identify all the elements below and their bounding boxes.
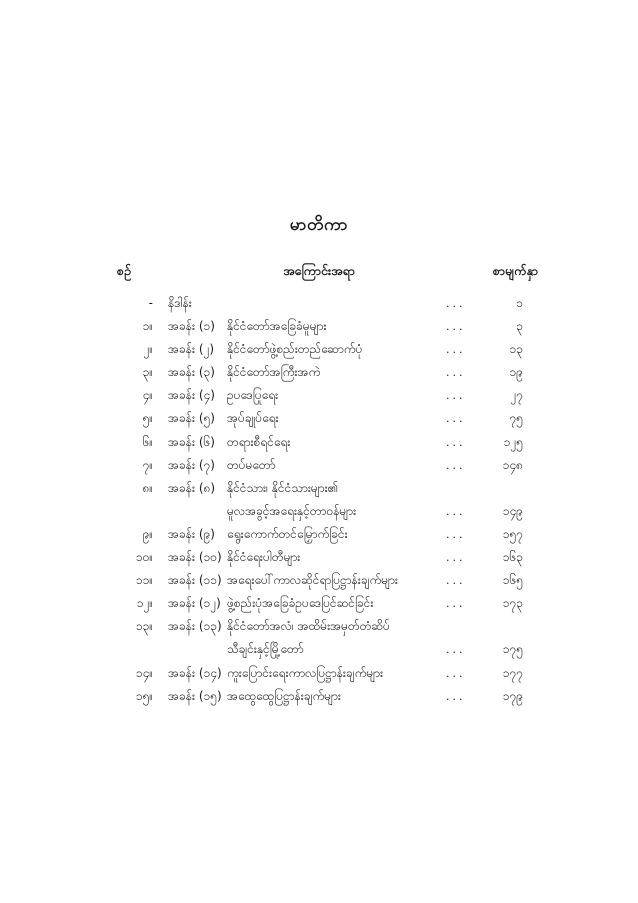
toc-leader-dots: ... xyxy=(446,435,466,449)
toc-chapter-label: အခန်း (၇) xyxy=(168,457,215,472)
toc-row xyxy=(0,592,638,615)
toc-leader-dots: ... xyxy=(446,666,466,680)
toc-page-number: ၁၇၇ xyxy=(502,665,523,680)
toc-entry-number: ၁၃။ xyxy=(135,619,153,634)
column-header-number: စဉ် xyxy=(117,263,131,278)
toc-row xyxy=(0,431,638,454)
column-header-subject: အကြောင်းအရာ xyxy=(283,263,355,278)
toc-row xyxy=(0,523,638,546)
toc-chapter-label: အခန်း (၆) xyxy=(168,434,215,449)
toc-chapter-label: အခန်း (၅) xyxy=(168,411,215,426)
toc-row xyxy=(0,662,638,685)
toc-entry-title: နိုင်ငံတော်အကြီးအကဲ xyxy=(227,365,321,380)
toc-leader-dots: ... xyxy=(446,389,466,403)
toc-page-number: ၁၇၃ xyxy=(502,596,523,611)
toc-chapter-label: နိဒါန်း xyxy=(168,296,192,310)
toc-leader-dots: ... xyxy=(446,551,466,565)
toc-entry-title: တရားစီရင်ရေး xyxy=(227,434,291,449)
toc-leader-dots: ... xyxy=(446,366,466,380)
toc-page-number: ၁၅၇ xyxy=(502,526,523,541)
toc-entry-title: ဥပဒေပြုရေး xyxy=(227,388,279,403)
toc-row xyxy=(0,638,638,661)
toc-page-number: ၁၂၅ xyxy=(503,434,523,449)
toc-chapter-label: အခန်း (၁၂) xyxy=(168,596,221,611)
toc-entry-title: နိုင်ငံတော်အခြေခံမူများ xyxy=(227,319,327,334)
toc-entry-title: မူလအခွင့်အရေးနှင့်တာဝန်များ xyxy=(227,503,357,518)
toc-page-number: ၁၇၉ xyxy=(502,688,523,703)
toc-entry-title: အရေးပေါ်ကာလဆိုင်ရာပြဋ္ဌာန်းချက်များ xyxy=(227,573,398,588)
toc-row xyxy=(0,685,638,708)
toc-entry-number: ၁။ xyxy=(142,319,153,334)
toc-row xyxy=(0,546,638,569)
toc-entry-number: ၁၁။ xyxy=(135,573,153,588)
toc-row xyxy=(0,292,638,315)
toc-page-number: ၁၆၅ xyxy=(502,573,523,588)
toc-leader-dots: ... xyxy=(446,574,466,588)
toc-entry-number: ၆။ xyxy=(142,434,153,449)
toc-chapter-label: အခန်း (၉) xyxy=(168,526,215,541)
toc-entry-number: ၂။ xyxy=(143,342,153,357)
toc-page-number: ၁၇၅ xyxy=(502,642,523,657)
toc-chapter-label: အခန်း (၈) xyxy=(168,480,216,495)
toc-leader-dots: ... xyxy=(446,597,466,611)
toc-chapter-label: အခန်း (၂) xyxy=(168,342,215,357)
toc-page-number: ၁၃ xyxy=(509,342,523,357)
toc-entry-title: နိုင်ငံရေးပါတီများ xyxy=(227,550,301,565)
toc-entry-number: ၁၂။ xyxy=(136,596,153,611)
toc-entry-title: နိုင်ငံတော်ဖွဲ့စည်းတည်ဆောက်ပုံ xyxy=(227,342,363,357)
toc-chapter-label: အခန်း (၁) xyxy=(168,319,215,334)
toc-entry-title: ဖွဲ့စည်းပုံအခြေခံဥပဒေပြင်ဆင်ခြင်း xyxy=(227,596,374,611)
toc-chapter-label: အခန်း (၁၀) xyxy=(168,550,222,565)
toc-leader-dots: ... xyxy=(446,689,466,703)
toc-leader-dots: ... xyxy=(446,527,466,541)
toc-chapter-label: အခန်း (၁၅) xyxy=(168,688,222,703)
toc-row xyxy=(0,615,638,638)
toc-entry-number: ၁၄။ xyxy=(135,665,153,680)
toc-chapter-label: အခန်း (၁၁) xyxy=(168,573,222,588)
toc-leader-dots: ... xyxy=(446,504,466,518)
toc-page-number: ၁ xyxy=(516,296,523,310)
toc-entry-title: အထွေထွေပြဋ္ဌာန်းချက်များ xyxy=(227,688,341,703)
toc-leader-dots: ... xyxy=(446,643,466,657)
toc-entry-number: ၇။ xyxy=(142,457,153,472)
toc-row xyxy=(0,407,638,430)
toc-entry-number: ၁၅။ xyxy=(135,688,153,703)
toc-entry-title: ရွေးကောက်တင်မြှောက်ခြင်း xyxy=(227,526,348,541)
toc-leader-dots: ... xyxy=(446,458,466,472)
toc-page-number: ၁၄၉ xyxy=(502,503,523,518)
toc-row xyxy=(0,315,638,338)
toc-row xyxy=(0,361,638,384)
toc-entry-number: ၃။ xyxy=(142,365,153,380)
toc-page-number: ၁၆၃ xyxy=(502,550,523,565)
toc-entry-title: နိုင်ငံတော်အလံ၊ အထိမ်းအမှတ်တံဆိပ် xyxy=(227,619,390,634)
toc-page-number: ၁၄၈ xyxy=(502,457,523,472)
toc-row xyxy=(0,454,638,477)
toc-chapter-label: အခန်း (၁၄) xyxy=(168,665,222,680)
toc-row xyxy=(0,338,638,361)
toc-entry-number: ၈။ xyxy=(142,480,153,495)
toc-chapter-label: အခန်း (၄) xyxy=(168,388,215,403)
toc-row xyxy=(0,477,638,500)
toc-row xyxy=(0,569,638,592)
toc-page-number: ၇၅ xyxy=(509,411,523,426)
toc-entry-title: တပ်မတော် xyxy=(227,457,276,472)
toc-entry-title: သီချင်းနှင့်မြို့တော် xyxy=(227,642,304,657)
toc-chapter-label: အခန်း (၁၃) xyxy=(168,619,222,634)
toc-entry-number: ၁၀။ xyxy=(135,550,153,565)
toc-entry-title: နိုင်ငံသား၊ နိုင်ငံသားများ၏ xyxy=(227,480,339,495)
toc-entry-number: ၉။ xyxy=(142,526,153,541)
toc-page-number: ၁၉ xyxy=(509,365,523,380)
toc-entry-number: - xyxy=(148,296,153,310)
toc-entry-title: ကူးပြောင်းရေးကာလပြဋ္ဌာန်းချက်များ xyxy=(227,665,384,680)
toc-leader-dots: ... xyxy=(446,343,466,357)
toc-leader-dots: ... xyxy=(446,297,466,310)
page-title: မာတိကာ xyxy=(289,215,349,235)
toc-entry-number: ၅။ xyxy=(142,411,153,426)
toc-leader-dots: ... xyxy=(446,412,466,426)
toc-chapter-label: အခန်း (၃) xyxy=(168,365,215,380)
toc-page-number: ၂၇ xyxy=(510,388,523,403)
toc-row xyxy=(0,384,638,407)
toc-entry-number: ၄။ xyxy=(142,388,153,403)
toc-row xyxy=(0,500,638,523)
table-of-contents xyxy=(0,292,638,708)
toc-leader-dots: ... xyxy=(446,320,466,334)
toc-page-number: ၃ xyxy=(516,319,523,334)
toc-entry-title: အုပ်ချုပ်ရေး xyxy=(227,411,279,426)
column-header-page: စာမျက်နှာ xyxy=(492,263,538,278)
